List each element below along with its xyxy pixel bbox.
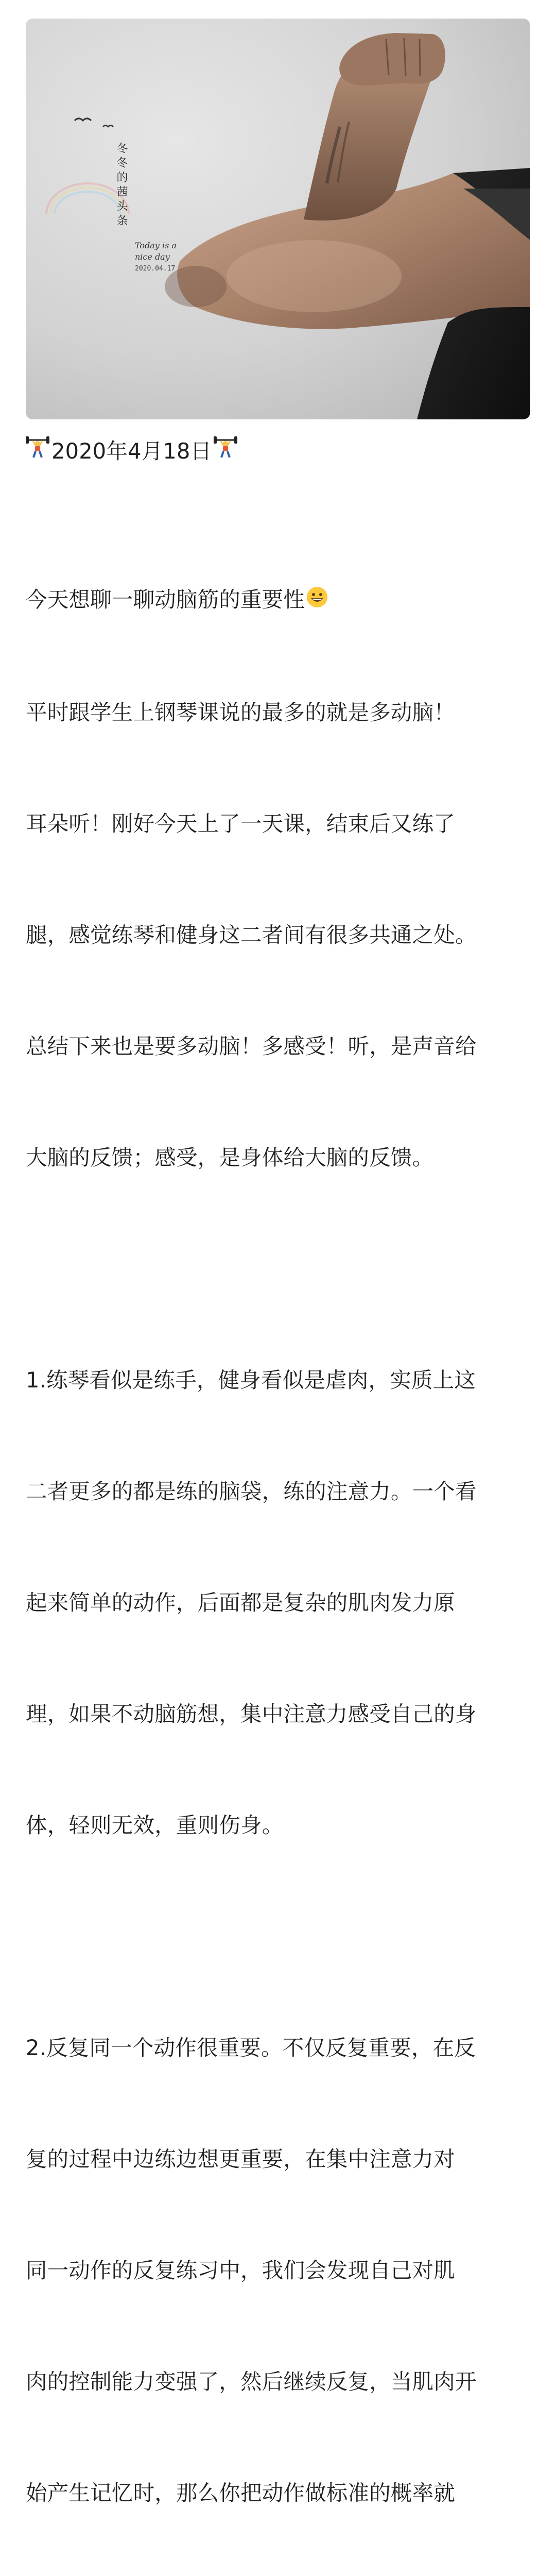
point-line: 复的过程中边练边想更重要，在集中注意力对 [26,2146,456,2172]
date-heading-row [26,433,535,470]
post-photo[interactable] [26,19,530,419]
intro-line: 大脑的反馈；感受，是身体给大脑的反馈。 [26,1145,434,1170]
intro-line: 耳朵听！刚好今天上了一天课，结束后又练了 [26,811,456,836]
point-line: 起来简单的动作，后面都是复杂的肌肉发力原 [26,1590,456,1615]
flexed-arm-photo [26,19,530,419]
intro-title-row [26,581,535,620]
point-line: 2.反复同一个动作很重要。不仅反复重要，在反 [26,2035,476,2060]
point-line: 肉的控制能力变强了，然后继续反复，当肌肉开 [26,2369,477,2394]
photo-watermark-title: 冬冬的茜头条 [115,142,128,229]
point-line: 体，轻则无效，重则伤身。 [26,1812,284,1838]
intro-line: 总结下来也是要多动脑！多感受！听，是声音给 [26,1033,477,1059]
intro-title: 今天想聊一聊动脑筋的重要性 [26,587,305,612]
weightlifter-emoji-icon [214,433,237,470]
point-line: 同一动作的反复练习中，我们会发现自己对肌 [26,2258,456,2283]
intro-paragraph [26,507,535,1250]
grinning-face-emoji-icon [306,583,328,620]
point-line: 理，如果不动脑筋想，集中注意力感受自己的身 [26,1701,477,1726]
point-line: 1.练琴看似是练手，健身看似是虐肉，实质上这 [26,1367,476,1393]
intro-line: 平时跟学生上钢琴课说的最多的就是多动脑！ [26,700,456,725]
point-2-paragraph [26,1955,535,2576]
point-line: 二者更多的都是练的脑袋，练的注意力。一个看 [26,1479,477,1504]
point-line: 始产生记忆时，那么你把动作做标准的概率就 [26,2480,456,2505]
point-1-paragraph [26,1287,535,1918]
intro-line: 腿，感觉练琴和健身这二者间有很多共通之处。 [26,922,477,947]
photo-watermark-date: 2020.04.17 [135,265,176,273]
post-body [26,433,535,2576]
date-heading: 2020年4月18日 [51,438,212,464]
photo-watermark-handwriting: Today is a nice day [135,241,177,262]
weightlifter-emoji-icon [26,433,49,470]
